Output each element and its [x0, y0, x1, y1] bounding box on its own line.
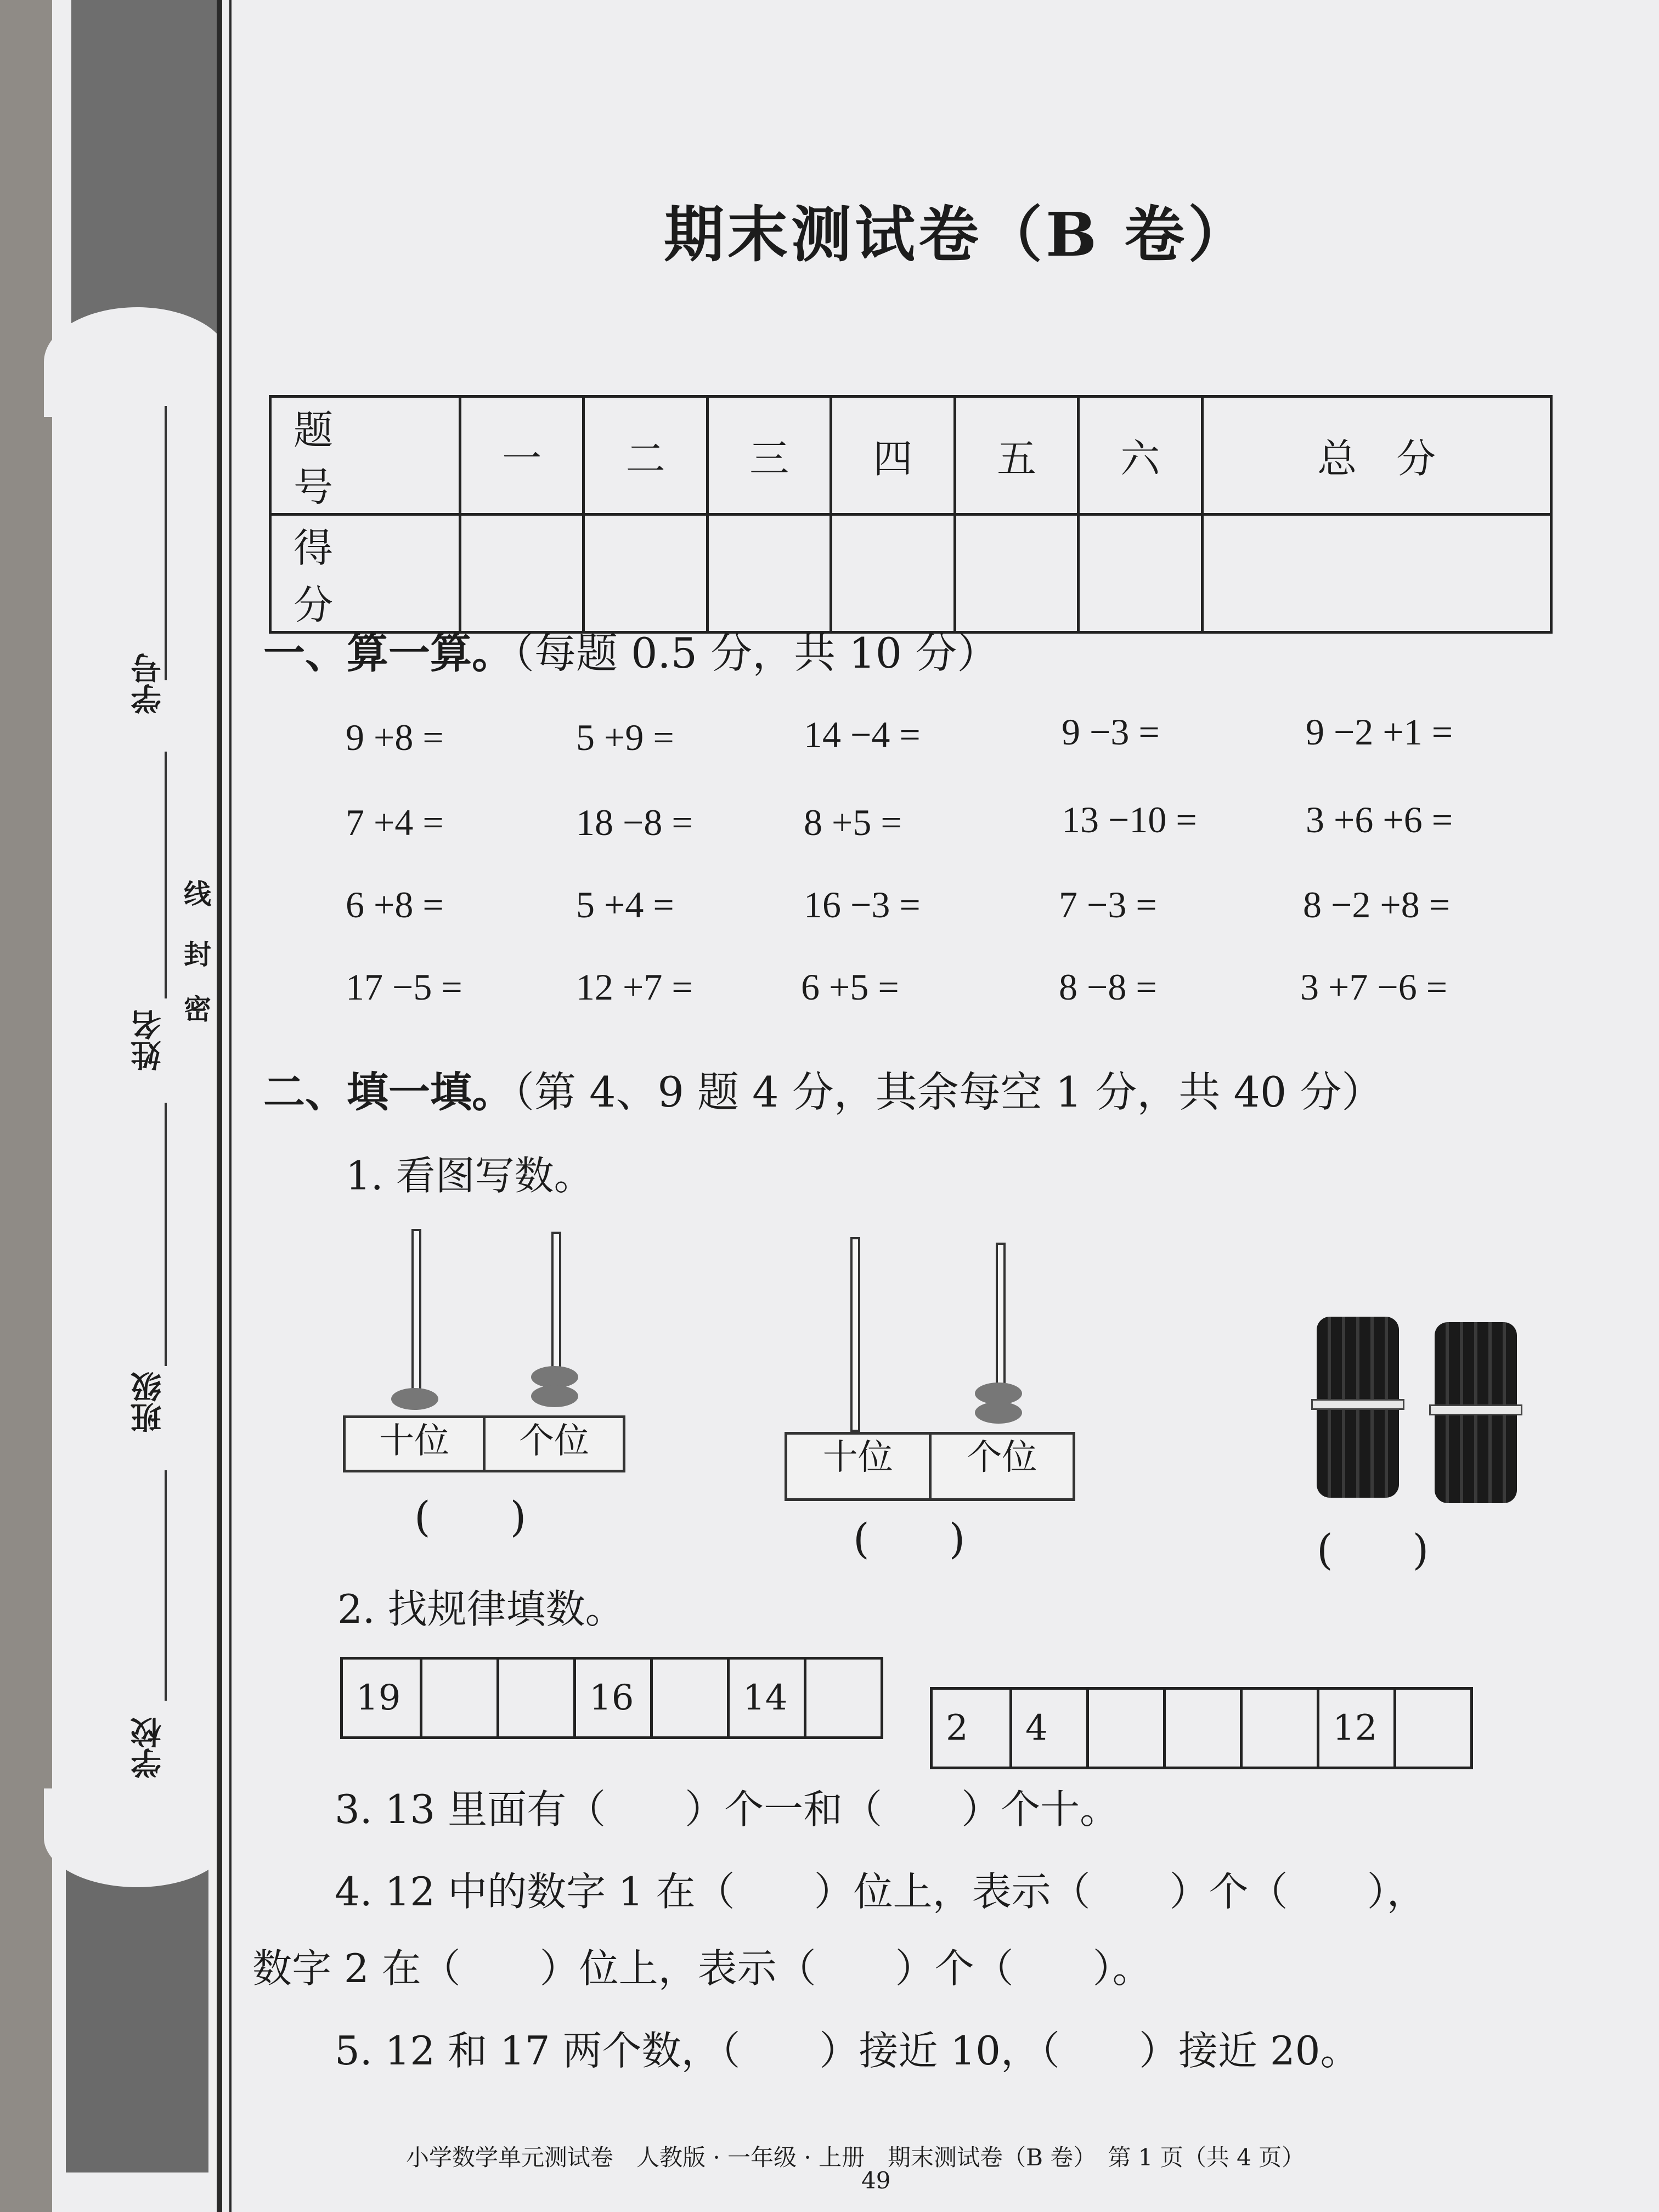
score-col-2: 二: [584, 397, 707, 515]
pattern-sequence-2: [930, 1687, 1473, 1769]
abacus-bead: [391, 1388, 438, 1410]
seal-label-feng: 封: [181, 938, 214, 971]
question-4-line1: 4. 12 中的数字 1 在（ ）位上，表示（ ）个（ ），: [335, 1869, 1426, 1915]
equation: 18 −8 =: [576, 802, 693, 843]
equation: 16 −3 =: [804, 884, 921, 926]
score-col-total: 总 分: [1202, 397, 1551, 515]
footer-caption: 小学数学单元测试卷 人教版 · 一年级 · 上册 期末测试卷（B 卷） 第 1 页（共 4 页）: [406, 2144, 1305, 2171]
bundle-tie: [1429, 1404, 1522, 1415]
school-line: [165, 1470, 167, 1701]
sequence-cell[interactable]: [1163, 1690, 1240, 1767]
abacus-bead: [531, 1366, 578, 1388]
sequence-cell: 2: [946, 1708, 968, 1748]
section1-heading: [263, 620, 998, 680]
seal-label-mi: 密: [181, 993, 214, 1026]
equation: 8 −2 +8 =: [1303, 884, 1451, 926]
sequence-cell: 16: [573, 1660, 650, 1736]
page-title: 期末测试卷（B 卷）: [664, 199, 1252, 270]
number-line: [165, 406, 167, 680]
class-field: 班级: [130, 1372, 166, 1433]
number-field: 学号: [130, 653, 166, 714]
score-col-1: 一: [460, 397, 584, 515]
score-cell[interactable]: [955, 515, 1078, 633]
sequence-cell[interactable]: [496, 1660, 573, 1736]
equation: 9 +8 =: [346, 716, 444, 758]
school-field: 学校: [130, 1717, 166, 1779]
abacus-bead: [531, 1385, 578, 1407]
score-col-6: 六: [1079, 397, 1202, 515]
equation: 9 −3 =: [1062, 711, 1160, 753]
sequence-cell[interactable]: [650, 1660, 727, 1736]
abacus-bead: [975, 1402, 1022, 1424]
name-line: [165, 752, 167, 998]
equation: 3 +6 +6 =: [1306, 799, 1453, 840]
score-cell[interactable]: [460, 515, 584, 633]
sequence-cell[interactable]: [804, 1660, 881, 1736]
abacus-rod-tens: [411, 1229, 421, 1404]
question-1: 1. 看图写数。: [346, 1153, 594, 1199]
section1-note: （每题 0.5 分，共 10 分）: [514, 629, 999, 678]
sequence-cell[interactable]: [1240, 1690, 1317, 1767]
binding-rule-thin: [229, 0, 232, 2212]
section2-title: 二、填一填。: [263, 1068, 514, 1116]
ones-label: 个位: [929, 1435, 1073, 1498]
equation: 5 +4 =: [576, 884, 674, 926]
abacus-rod-ones: [996, 1243, 1006, 1402]
margin-curve-bottom: [44, 1788, 230, 1887]
sequence-cell: 4: [1009, 1690, 1086, 1767]
score-col-5: 五: [955, 397, 1078, 515]
equation: 9 −2 +1 =: [1306, 711, 1453, 753]
pattern-sequence-1: [340, 1657, 883, 1739]
class-line: [165, 1103, 167, 1366]
equation: 12 +7 =: [576, 966, 693, 1008]
place-value-box: [785, 1432, 1075, 1501]
sequence-cell: 12: [1317, 1690, 1393, 1767]
score-header-label: 题 号: [270, 397, 460, 515]
equation: 8 +5 =: [804, 802, 902, 843]
answer-blank[interactable]: ( ): [1317, 1525, 1429, 1574]
page-number: 49: [861, 2167, 891, 2194]
equation: 7 −3 =: [1059, 884, 1157, 926]
place-value-box: [343, 1415, 625, 1472]
margin-curve-top: [44, 307, 230, 417]
binding-rule: [217, 0, 222, 2212]
answer-blank[interactable]: ( ): [414, 1492, 527, 1541]
score-cell[interactable]: [707, 515, 831, 633]
name-field: 姓名: [130, 1009, 166, 1071]
score-cell[interactable]: [1079, 515, 1202, 633]
bundle-tie: [1311, 1399, 1404, 1410]
sequence-cell: 14: [727, 1660, 804, 1736]
answer-blank[interactable]: ( ): [853, 1514, 966, 1563]
question-2: 2. 找规律填数。: [337, 1586, 625, 1632]
tens-label: 十位: [822, 1437, 893, 1478]
question-4-line2: 数字 2 在（ ）位上，表示（ ）个（ ）。: [252, 1945, 1152, 1991]
equation: 13 −10 =: [1062, 799, 1197, 840]
score-col-3: 三: [707, 397, 831, 515]
sequence-cell[interactable]: [1086, 1690, 1163, 1767]
score-col-4: 四: [831, 397, 955, 515]
score-cell[interactable]: [584, 515, 707, 633]
margin-shade-top: [71, 0, 219, 340]
sequence-cell[interactable]: [1393, 1690, 1470, 1767]
score-cell[interactable]: [831, 515, 955, 633]
abacus-bead: [975, 1383, 1022, 1404]
equation: 8 −8 =: [1059, 966, 1157, 1008]
seal-label-xian: 线: [181, 878, 214, 911]
section2-heading: [263, 1059, 1383, 1119]
equation: 17 −5 =: [346, 966, 462, 1008]
question-3: 3. 13 里面有（ ）个一和（ ）个十。: [335, 1786, 1120, 1832]
equation: 6 +5 =: [801, 966, 899, 1008]
score-cell[interactable]: [1202, 515, 1551, 633]
equation: 5 +9 =: [576, 716, 674, 758]
sequence-cell[interactable]: [420, 1660, 496, 1736]
equation: 7 +4 =: [346, 802, 444, 843]
tens-label: 十位: [379, 1421, 449, 1462]
score-row-label: 得 分: [270, 515, 460, 633]
score-table: [269, 395, 1553, 634]
ones-label: 个位: [483, 1418, 623, 1470]
equation: 6 +8 =: [346, 884, 444, 926]
abacus-rod-tens: [850, 1237, 860, 1432]
equation: 14 −4 =: [804, 714, 921, 755]
equation: 3 +7 −6 =: [1300, 966, 1448, 1008]
section2-note: （第 4、9 题 4 分，其余每空 1 分，共 40 分）: [514, 1068, 1384, 1116]
section1-title: 一、算一算。: [263, 629, 514, 678]
question-5: 5. 12 和 17 两个数，（ ）接近 10，（ ）接近 20。: [335, 2028, 1360, 2074]
sequence-cell: 19: [356, 1678, 401, 1718]
